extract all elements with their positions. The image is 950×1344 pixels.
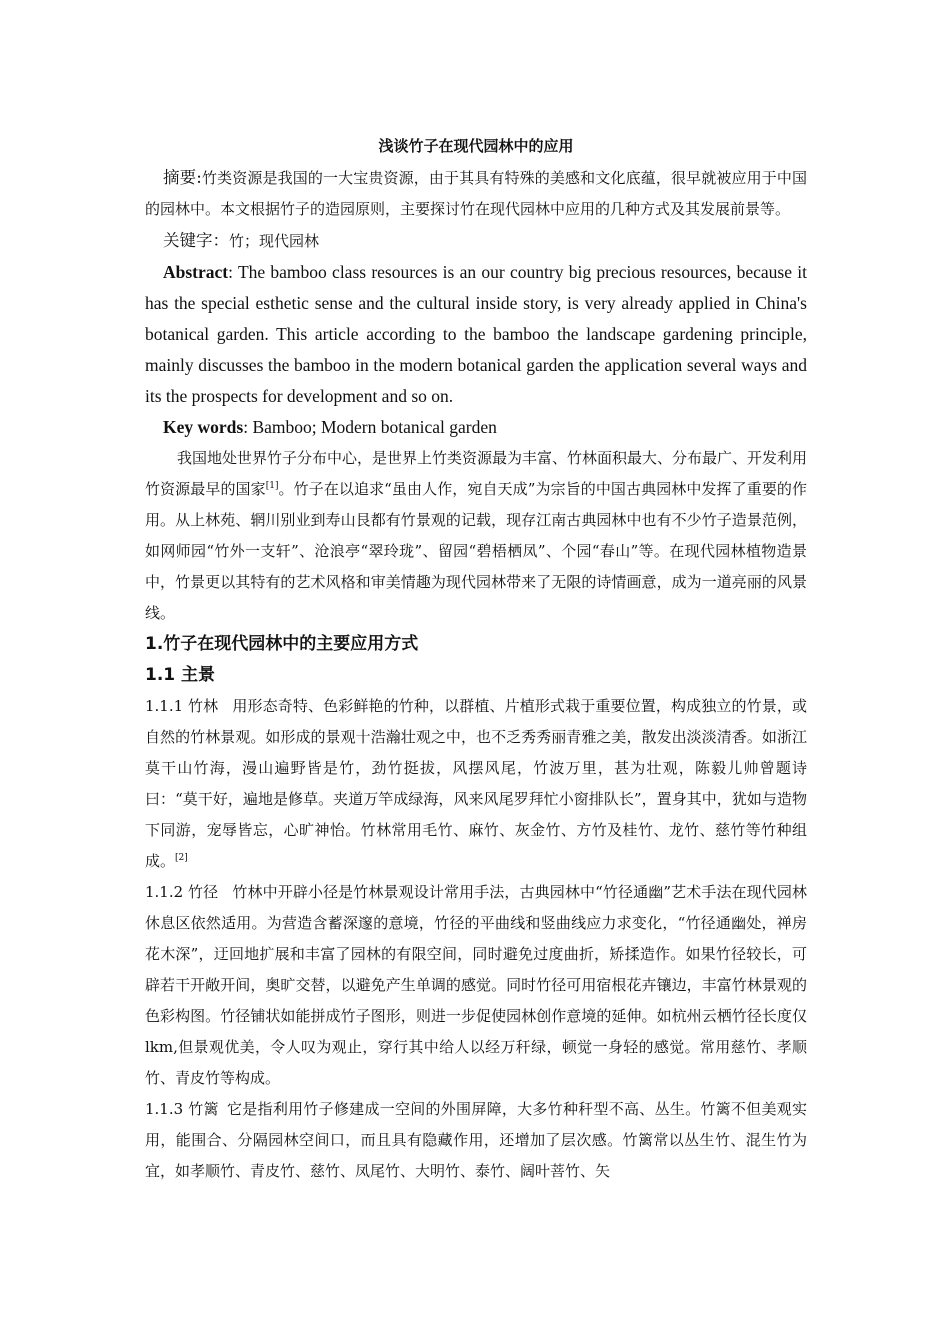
subsection-1-1-3 (145, 1094, 807, 1187)
section-heading-1-1: 1.1 主景 (145, 665, 216, 685)
subsection-1-1-2-label: 1.1.2 竹径 (145, 883, 219, 901)
keywords-en-label: Key words (163, 417, 244, 437)
keywords-en-text: : Bamboo; Modern botanical garden (243, 417, 497, 437)
document-title: 浅谈竹子在现代园林中的应用 (378, 137, 574, 155)
intro-text-2: 。竹子在以追求“虽由人作，宛自天成”为宗旨的中国古典园林中发挥了重要的作用。从上林苑、辋川别业到寿山艮都有竹景观的记载，现存江南古典园林中也有不少竹子造景范例，如网师园“竹外一支轩”、沧浪亭“翠玲珑”、留园“碧梧栖凤”、个园“春山”等。在现代园林植物造景中，竹景更以其特有的艺术风格和审美情趣为现代园林带来了无限的诗情画意，成为一道亮丽的风景线。 (145, 480, 807, 622)
subsection-1-1-2-text: 竹林中开辟小径是竹林景观设计常用手法，古典园林中“竹径通幽”艺术手法在现代园林休息区依然适用。为营造含蓄深邃的意境，竹径的平曲线和竖曲线应力求变化，“竹径通幽处，禅房花木深”，迂回地扩展和丰富了园林的有限空间，同时避免过度曲折，矫揉造作。如果竹径较长，可辟若干开敞开间，奥旷交替，以避免产生单调的感觉。同时竹径可用宿根花卉镶边，丰富竹林景观的色彩构图。竹径铺状如能拼成竹子图形，则进一步促使园林创作意境的延伸。如杭州云栖竹径长度仅 lkm,但景观优美，令人叹为观止，穿行其中给人以经万秆绿，顿觉一身轻的感觉。常用慈竹、孝顺竹、青皮竹等构成。 (145, 883, 808, 1087)
document-body (145, 132, 807, 1187)
abstract-en (145, 257, 807, 412)
keywords-cn (145, 225, 807, 257)
keywords-en (145, 412, 807, 443)
subsection-1-1-1 (145, 691, 807, 877)
intro-text-1: 我国地处世界竹子分布中心，是世界上竹类资源最为丰富、竹林面积最大、分布最广、开发利用竹资源最早的国家 (145, 449, 808, 498)
keywords-cn-label: 关键字： (163, 231, 229, 250)
keywords-cn-text: 竹；现代园林 (229, 232, 320, 250)
subsection-1-1-1-text: 用形态奇特、色彩鲜艳的竹种，以群植、片植形式栽于重要位置，构成独立的竹景，或自然的竹林景观。如形成的景观十浩瀚壮观之中，也不乏秀秀丽青雅之美，散发出淡淡清香。如浙江莫干山竹海，漫山遍野皆是竹，劲竹挺拔，风摆风尾，竹波万里，甚为壮观，陈毅儿帅曾题诗曰：“莫干好，遍地是修草。夹道万竿成绿海，风来风尾罗拜忙小窗排队长”，置身其中，犹如与造物下同游，宠辱皆忘，心旷神怡。竹林常用毛竹、麻竹、灰金竹、方竹及桂竹、龙竹、慈竹等竹种组成。 (145, 697, 807, 870)
abstract-cn-label: 摘要: (163, 168, 202, 187)
abstract-cn (145, 162, 807, 225)
citation-ref-1: [1] (265, 481, 279, 491)
citation-ref-2: [2] (175, 853, 188, 863)
abstract-en-label: Abstract (163, 262, 229, 282)
subsection-1-1-2 (145, 877, 807, 1094)
subsection-1-1-3-label: 1.1.3 竹篱 (145, 1100, 219, 1118)
subsection-1-1-1-label: 1.1.1 竹林 (145, 697, 219, 715)
subsection-1-1-3-text: 它是指利用竹子修建成一空间的外围屏障，大多竹种秆型不高、丛生。竹篱不但美观实用，能围合、分隔园林空间口，而且具有隐藏作用，还增加了层次感。竹篱常以丛生竹、混生竹为宜，如孝顺竹、青皮竹、慈竹、凤尾竹、大明竹、泰竹、阔叶菩竹、矢 (145, 1100, 807, 1180)
intro-paragraph (145, 443, 807, 629)
abstract-cn-text: 竹类资源是我国的一大宝贵资源，由于其具有特殊的美感和文化底蕴，很早就被应用于中国的园林中。本文根据竹子的造园原则，主要探讨竹在现代园林中应用的几种方式及其发展前景等。 (145, 169, 807, 218)
abstract-en-text: : The bamboo class resources is an our country big precious resources, because it has the special esthetic sense and the cultural inside story, is very already applied in China's botanical garden. This article according to the bamboo the landscape gardening principle, mainly discusses the bamboo in the modern botanical garden the application several ways and its the prospects for development and so on. (145, 262, 807, 406)
section-heading-1: 1.竹子在现代园林中的主要应用方式 (145, 634, 419, 654)
